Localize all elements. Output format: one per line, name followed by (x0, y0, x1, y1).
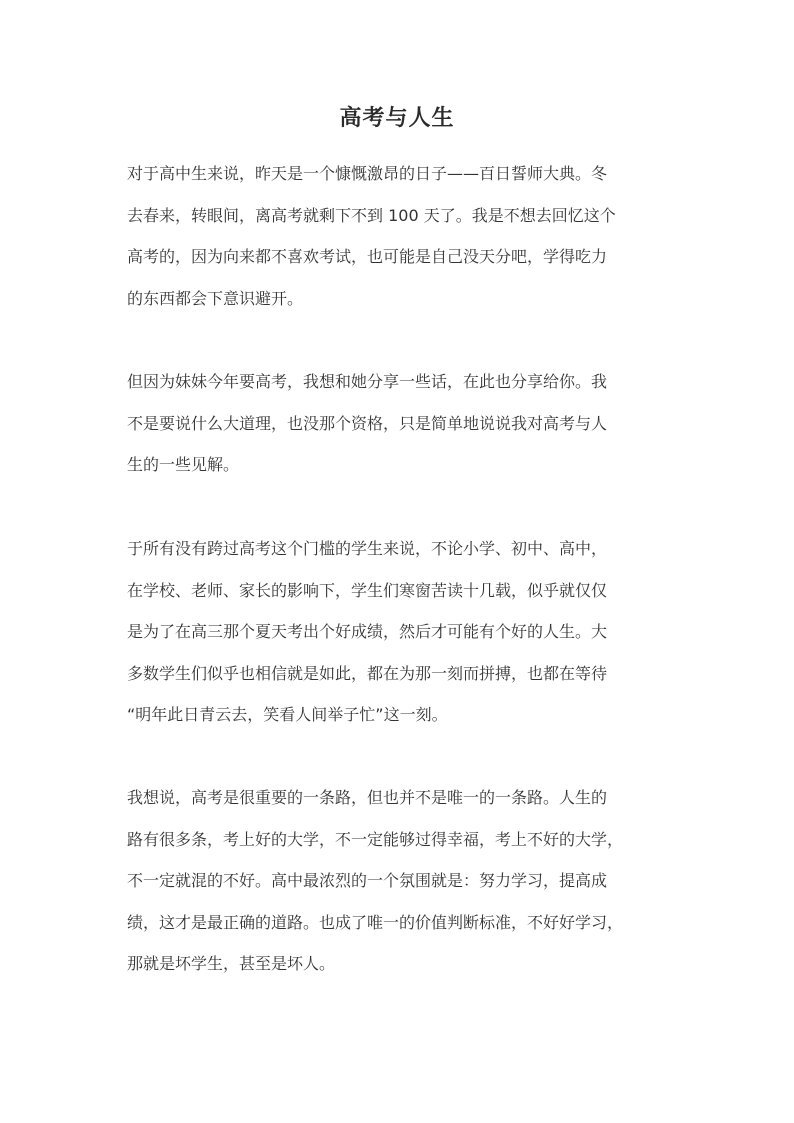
paragraph-line: 多数学生们似乎也相信就是如此，都在为那一刻而拼搏，也都在等待 (127, 663, 608, 683)
paragraph-line: 那就是坏学生，甚至是坏人。 (127, 954, 336, 973)
paragraph-line: 对于高中生来说，昨天是一个慷慨激昂的日子——百日誓师大典。冬 (127, 164, 608, 183)
document-title: 高考与人生 (339, 106, 455, 131)
paragraph-line: 的东西都会下意识避开。 (127, 288, 304, 308)
paragraph-line: 路有很多条，考上好的大学，不一定能够过得幸福，考上不好的大学， (127, 829, 624, 849)
paragraph-line: 生的一些见解。 (127, 455, 240, 474)
paragraph-line: 于所有没有跨过高考这个门槛的学生来说，不论小学、初中、高中， (127, 539, 608, 558)
paragraph-line: 去春来，转眼间，离高考就剩下不到 100 天了。我是不想去回忆这个 (127, 205, 616, 225)
paragraph-4 (127, 777, 667, 985)
paragraph-line: 绩，这才是最正确的道路。也成了唯一的价值判断标准，不好好学习， (127, 912, 624, 932)
paragraph-line: 不一定就混的不好。高中最浓烈的一个氛围就是：努力学习，提高成 (127, 871, 608, 890)
paragraph-line: 高考的，因为向来都不喜欢考试，也可能是自己没天分吧，学得吃力 (127, 247, 608, 266)
paragraph-1 (127, 153, 667, 319)
paragraph-line: 在学校、老师、家长的影响下，学生们寒窗苦读十几载，似乎就仅仅 (127, 580, 608, 600)
paragraph-line: 不是要说什么大道理，也没那个资格，只是简单地说说我对高考与人 (127, 413, 608, 433)
paragraph-line: 我想说，高考是很重要的一条路，但也并不是唯一的一条路。人生的 (127, 788, 608, 807)
paragraph-line: 是为了在高三那个夏天考出个好成绩，然后才可能有个好的人生。大 (127, 622, 608, 641)
paragraph-line: 但因为妹妹今年要高考，我想和她分享一些话，在此也分享给你。我 (127, 372, 608, 391)
paragraph-line: “明年此日青云去，笑看人间举子忙”这一刻。 (127, 705, 448, 724)
paragraph-2 (127, 361, 667, 486)
paragraph-3 (127, 528, 667, 736)
